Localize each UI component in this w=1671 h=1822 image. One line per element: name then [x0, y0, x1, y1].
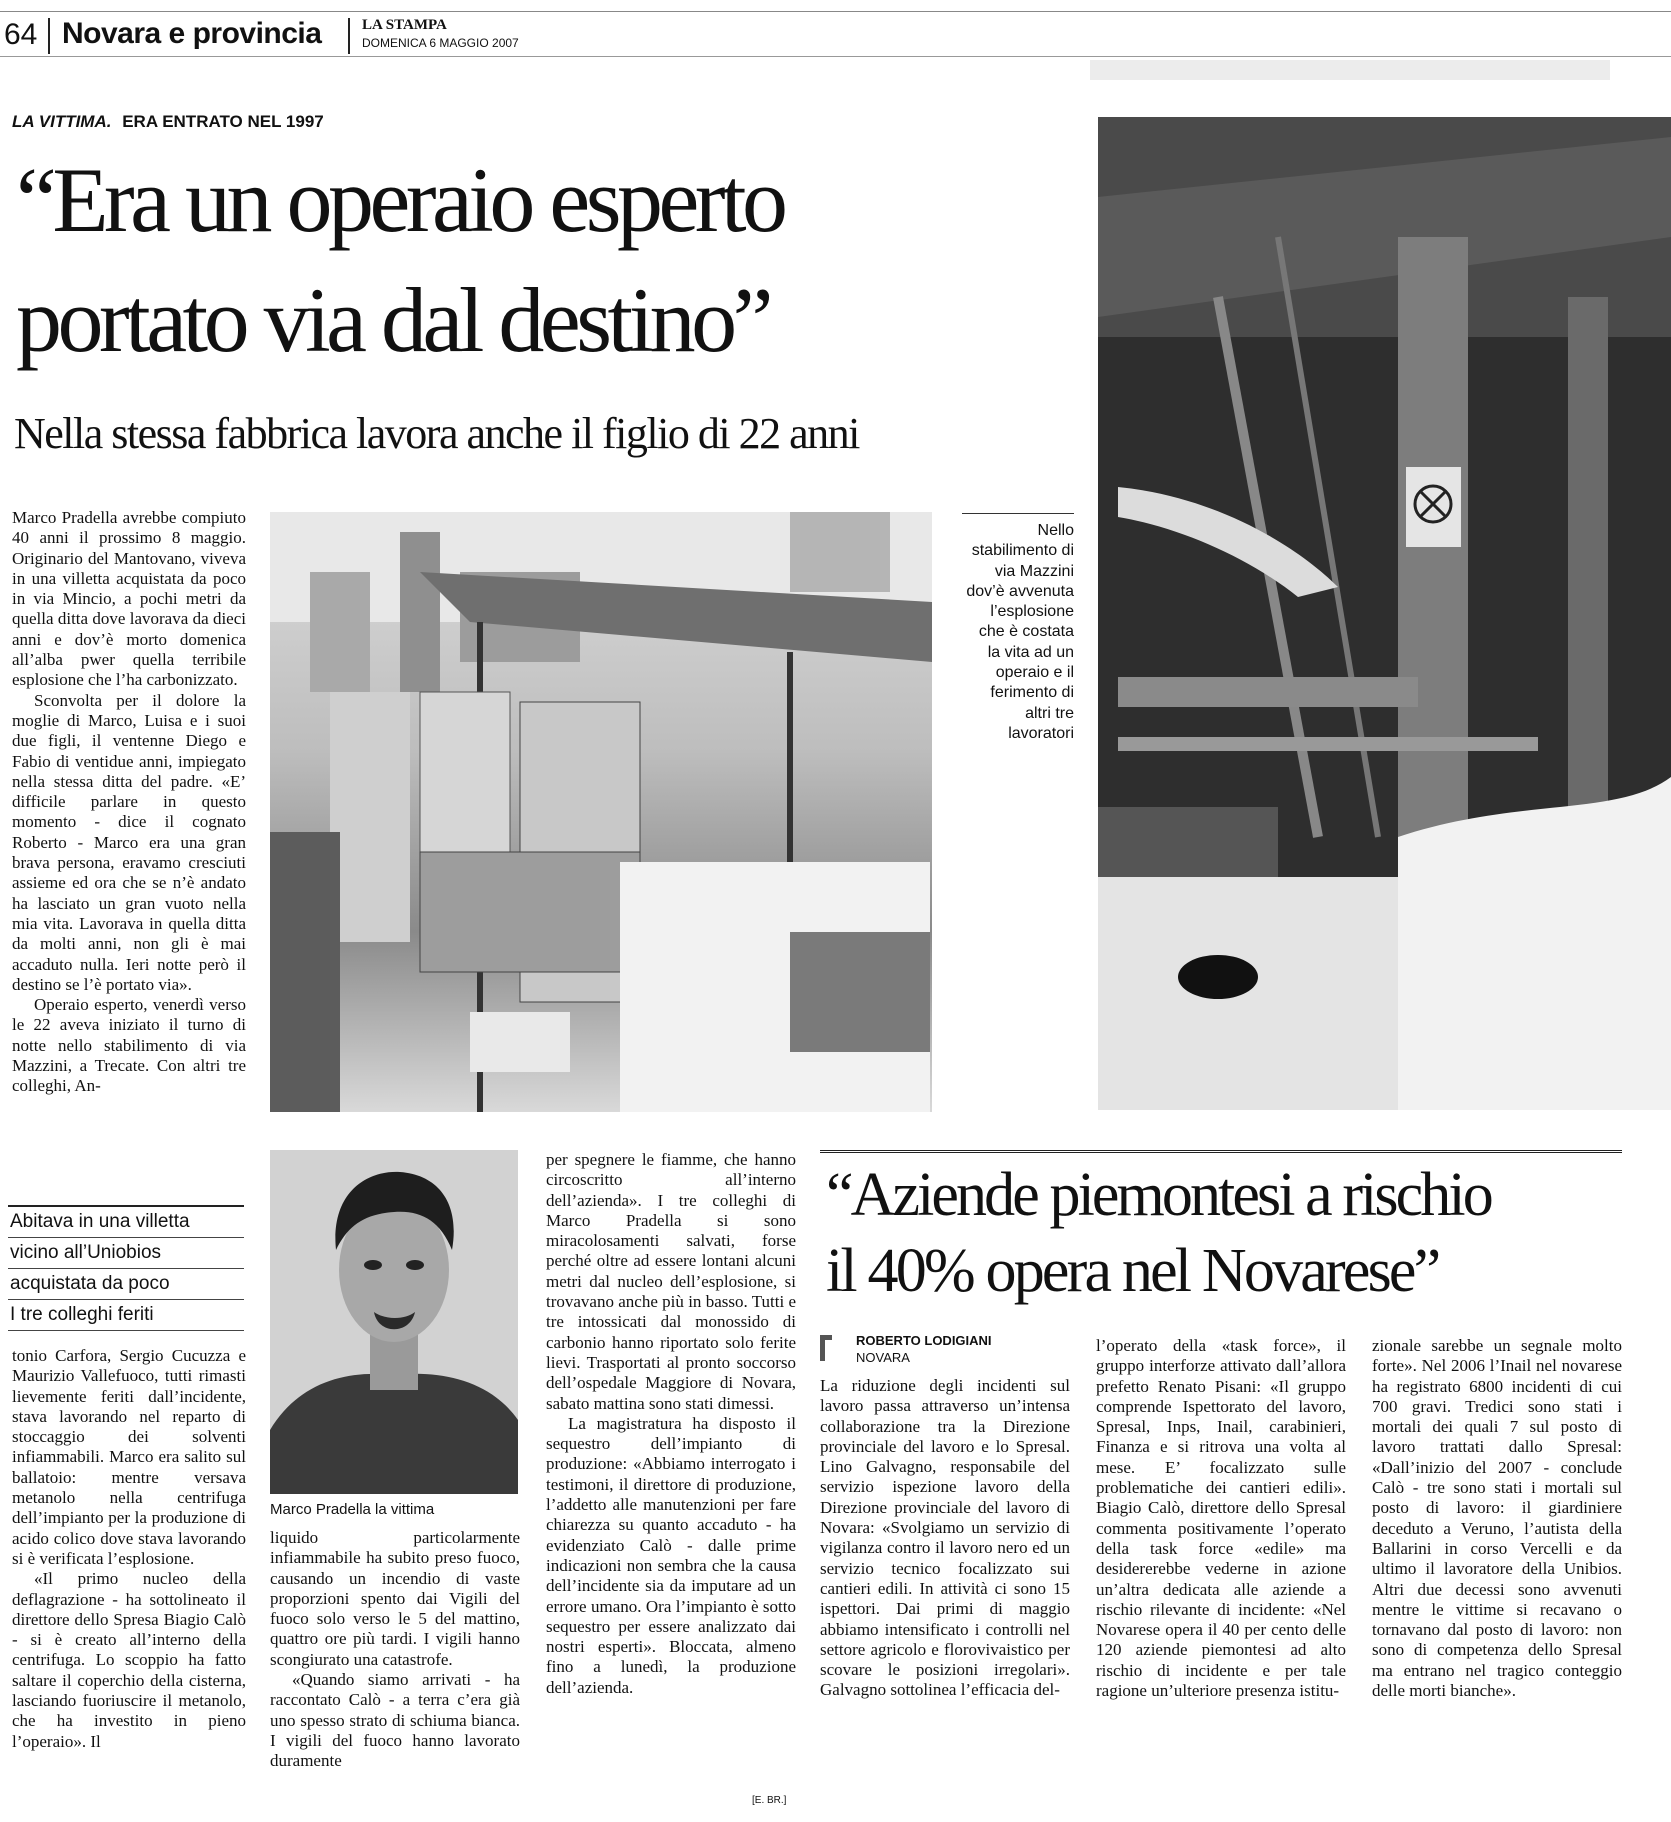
photo-caption: Nello stabilimento di via Mazzini dov’è avvenuta l’esplosione che è costata la vita ad un operaio e il ferimento di altri tre lavoratori: [966, 522, 1074, 742]
section-title: Novara e provincia: [62, 17, 322, 50]
article-column-2: [270, 1528, 520, 1772]
bleed-through-text: [600, 58, 611, 109]
article-paragraph: Operaio esperto, venerdì verso le 22 aveva iniziato il turno di notte nello stabilimento di via Mazzini, a Trecate. Con altri tre colleghi, An-: [12, 995, 246, 1096]
article-paragraph: l’operato della «task force», il gruppo interforze attivato dall’allora prefetto Renato Pisani: «Il gruppo comprende Ispettorato del lavoro, Spresal, Inps, Inail, carabinieri, Finanza e si ritrova una volta al mese. E’ focalizzato sulle problematiche dei cantieri edili». Biagio Calò, direttore dello Spresal commenta positivamente l’operato della task force «edile» ma desidererebbe vederne in azione un’altra dedicata alle aziende a rischio rilevante di incidente: «Nel Novarese opera il 40 per cento delle 120 aziende piemontesi ad alto rischio di incidente e per tale ragione un’ulteriore presenza istitu-: [1096, 1336, 1346, 1701]
pullquote-line: I tre colleghi feriti: [8, 1300, 244, 1331]
article-paragraph: «Quando siamo arrivati - ha raccontato Calò - a terra c’era già uno spesso strato di schiuma bianca. I vigili del fuoco hanno lavorato duramente: [270, 1670, 520, 1771]
top-rule: [0, 11, 1671, 12]
subheadline: Nella stessa fabbrica lavora anche il figlio di 22 anni: [14, 409, 859, 458]
masthead-rule: [0, 56, 1671, 57]
second-headline-line-1: “Aziende piemontesi a rischio: [826, 1161, 1491, 1229]
article-paragraph: liquido particolarmente infiammabile ha subito preso fuoco, causando un incendio di vaste proporzioni spento dai Vigili del fuoco solo verso le 5 del mattino, quattro ore più tardi. I vigili hanno scongiurato una catastrofe.: [270, 1528, 520, 1669]
kicker-text: ERA ENTRATO NEL 1997: [122, 112, 324, 131]
article-column-3: [546, 1150, 796, 1698]
explosion-site-photo: [1098, 117, 1671, 1110]
article-paragraph: Sconvolta per il dolore la moglie di Marco, Luisa e i suoi due figli, il ventenne Diego e Fabio di ventidue anni, impiegato nella stessa ditta del padre. «E’ difficile parlare in questo momento - dice il cognato Roberto - Marco era una gran brava persona, eravamo cresciuti assieme ed ora che se n’è andato ha lasciato un gran vuoto nella mia vita. Lavorava in quella ditta da molti anni, non gli è mai accaduto nulla. Ieri notte però il destino se l’è portato via».: [12, 690, 246, 994]
second-article-column-1: [820, 1376, 1070, 1701]
paper-name: LA STAMPA: [362, 17, 447, 33]
photo-caption-rule: [962, 513, 1074, 514]
pullquote-box: [8, 1205, 244, 1331]
second-article-column-2: [1096, 1336, 1346, 1701]
article-paragraph: zionale sarebbe un segnale molto forte». Nel 2006 l’Inail nel novarese ha registrato 6800 incidenti di cui 700 gravi. Tredici sono stati i mortali dei quali 7 sul posto di lavoro trattati dallo Spresal: «Dall’inizio del 2007 - conclude Calò - tre sono stati i mortali sul posto di lavoro: il giardiniere deceduto a Veruno, l’autista della Ballarini in corso Vercelli e da ultimo il lavoratore della Unibios. Altri due decessi sono avvenuti mentre le vittime si recavano o tornavano dal posto di lavoro: non sono di competenza dello Spresal ma entrano nel tragico conteggio delle morti bianche».: [1372, 1336, 1622, 1701]
author-marker-icon: [820, 1335, 832, 1361]
article-column-1b: [12, 1346, 246, 1752]
main-headline-line-2: portato via dal destino”: [16, 269, 769, 371]
kicker-label: LA VITTIMA.: [12, 112, 112, 131]
author-name: ROBERTO LODIGIANI: [856, 1333, 992, 1348]
page-number: 64: [4, 18, 38, 51]
masthead-divider: [48, 18, 50, 54]
article-paragraph: La riduzione degli incidenti sul lavoro passa attraverso un’intensa collaborazione tra la Direzione provinciale del lavoro e lo Spresal. Lino Galvagno, responsabile del servizio ispezione lavoro della Direzione provinciale del lavoro di Novara: «Svolgiamo un servizio di vigilanza contro il lavoro nero ed un servizio tecnico focalizzato sui cantieri edili. In attività ci sono 15 ispettori. Dai primi di maggio abbiamo intensificato i controlli nel settore agricolo e florovivaistico per scovare le posizioni irregolari». Galvagno sottolinea l’efficacia del-: [820, 1376, 1070, 1700]
main-headline-line-1: “Era un operaio esperto: [16, 149, 784, 251]
pullquote-line: Abitava in una villetta: [8, 1205, 244, 1238]
pullquote-line: acquistata da poco: [8, 1269, 244, 1300]
second-article-column-3: [1372, 1336, 1622, 1701]
bleed-through-block: [1090, 60, 1610, 80]
kicker: [12, 111, 324, 133]
second-headline-line-2: il 40% opera nel Novarese”: [826, 1237, 1439, 1305]
article-paragraph: La magistratura ha disposto il sequestro dell’impianto di produzione: «Abbiamo interrogato i testimoni, il direttore di produzione, l’addetto alle manutenzioni per fare chiarezza su quanto accaduto - ha evidenziato Calò - dalle prime indicazioni non sembra che la causa dell’incidente sia da imputare ad un errore umano. Ora l’impianto è sotto sequestro per essere analizzato dai nostri esperti». Bloccata, almeno fino a lunedì, la produzione dell’azienda.: [546, 1413, 796, 1697]
article-paragraph: tonio Carfora, Sergio Cucuzza e Maurizio Vallefuoco, tutti rimasti lievemente feriti dall’incidente, stava lavorando nel reparto di stoccaggio dei solventi infiammabili. Marco era salito sul ballatoio: mentre versava metanolo nella centrifuga dell’impianto per la produzione di acido colico dove stava lavorando si è verificata l’esplosione.: [12, 1346, 246, 1568]
second-article-rule: [820, 1150, 1622, 1153]
pullquote-line: vicino all’Uniobios: [8, 1238, 244, 1269]
factory-photo: [270, 512, 932, 1112]
article-paragraph: Marco Pradella avrebbe compiuto 40 anni il prossimo 8 maggio. Originario del Mantovano, viveva in una villetta acquistata da poco in via Mincio, a pochi metri da quella ditta dove lavorava da dieci anni e dov’è morto domenica all’alba pwer quella terribile esplosione che l’ha carbonizzato.: [12, 508, 246, 690]
article-paragraph: per spegnere le fiamme, che hanno circoscritto all’interno dell’azienda». I tre colleghi di Marco Pradella si sono miracolosamenti salvati, forse perché oltre ad essere lontani alcuni metri dal nucleo dell’esplosione, si trovavano anche più in basso. Tutti e tre intossicati dal monossido di carbonio hanno riportato solo ferite lievi. Trasportati al pronto soccorso dell’ospedale Maggiore di Novara, sabato mattina sono stati dimessi.: [546, 1150, 796, 1413]
portrait-photo: [270, 1150, 518, 1494]
masthead-date: DOMENICA 6 MAGGIO 2007: [362, 36, 519, 50]
short-byline: [E. BR.]: [752, 1795, 787, 1806]
article-column-1: [12, 508, 246, 1097]
explosion-site-illustration: [1098, 117, 1671, 1110]
masthead-divider-2: [348, 18, 350, 54]
portrait-caption: Marco Pradella la vittima: [270, 1501, 435, 1518]
portrait-illustration: [270, 1150, 518, 1494]
author-location: NOVARA: [856, 1350, 910, 1365]
factory-photo-illustration: [270, 512, 932, 1112]
article-paragraph: «Il primo nucleo della deflagrazione - ha sottolineato il direttore dello Spresa Biagio Calò - si è creato all’interno della centrifuga. Lo scoppio ha fatto saltare il coperchio della cisterna, lasciando fuoriuscire il metanolo, che ha investito in pieno l’operaio». Il: [12, 1569, 246, 1751]
